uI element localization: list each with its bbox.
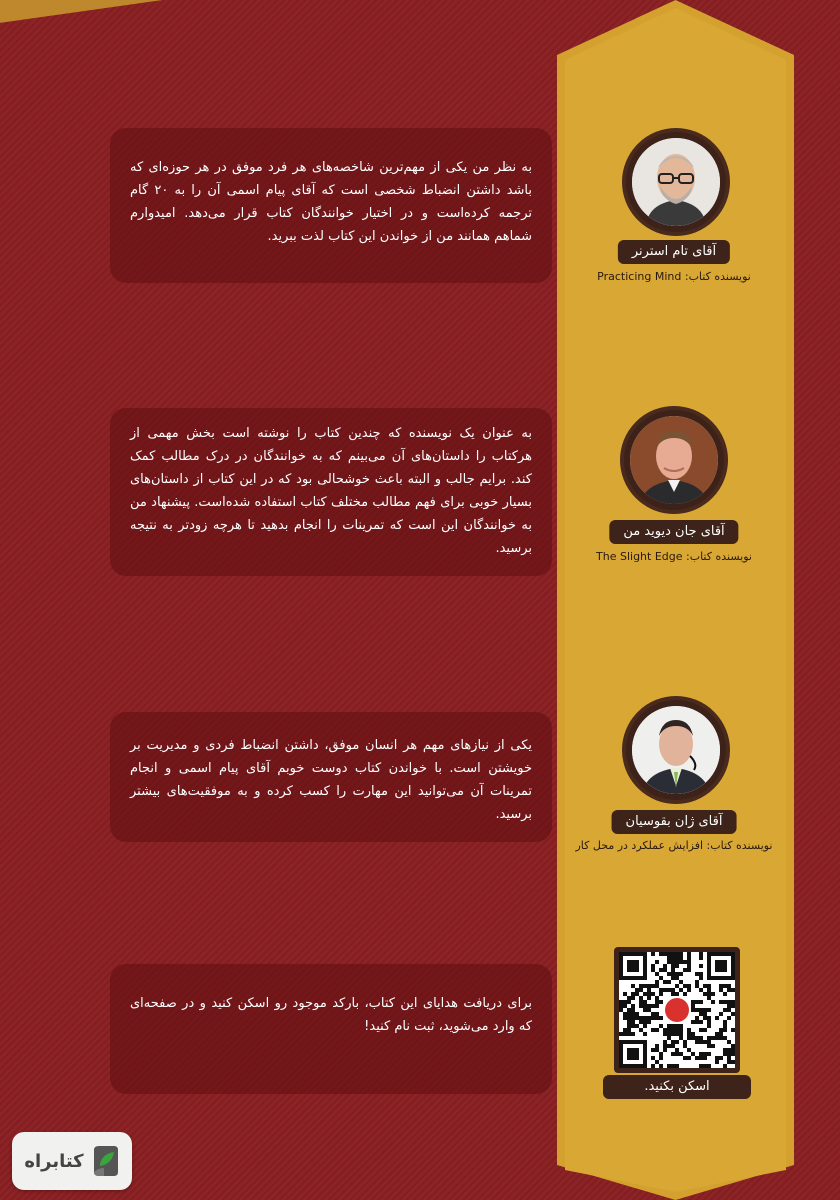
author-book-line-1 (597, 270, 751, 283)
gift-note (110, 964, 552, 1094)
author-book-prefix: نویسنده کتاب: (706, 839, 773, 852)
corner-stripe (0, 0, 222, 28)
author-book-title: افزایش عملکرد در محل کار (575, 839, 704, 852)
gift-text: برای دریافت هدایای این کتاب، بارکد موجود رو اسکن کنید و در صفحه‌ای که وارد می‌شوید، ثبت نام کنید! (130, 996, 532, 1034)
author-book-prefix: نویسنده کتاب: (684, 270, 751, 283)
ketabrah-logo (12, 1132, 132, 1190)
author-book-line-3 (575, 839, 772, 852)
portrait-1 (632, 138, 720, 226)
author-name-badge-2: آقای جان دیوید من (609, 520, 738, 544)
author-book-prefix: نویسنده کتاب: (686, 550, 752, 563)
author-book-title: Practicing Mind (597, 270, 682, 283)
author-book-line-2 (596, 550, 752, 563)
testimonial-quote-1 (110, 128, 552, 283)
portrait-2 (630, 416, 718, 504)
portrait-frame-2 (620, 406, 728, 514)
quote-text: به عنوان یک نویسنده که چندین کتاب را نوشته است بخش مهمی از هرکتاب را داستان‌های آن می‌بینم که به خوانندگان در درک مطالب کمک کند. برایم جالب و البته باعث خوشحالی بود که در این کتاب از داستان‌های بسیار خوبی برای فهم مطالب مختلف کتاب استفاده شده‌است. پیشنهاد من به خوانندگان این است که تمرینات را انجام بدهید تا هرچه زودتر به نتیجه برسید. (130, 426, 532, 556)
book-leaf-icon (90, 1144, 120, 1178)
quote-text: یکی از نیازهای مهم هر انسان موفق، داشتن انضباط فردی و مدیریت بر خویشتن است. با خواندن کتاب دوست خوبم آقای پیام اسمی و انجام تمرینات آن می‌توانید این مهارت را کسب کرده و به موفقیت‌های بیشتر برسید. (130, 738, 532, 822)
testimonial-quote-3 (110, 712, 552, 842)
portrait-frame-3 (622, 696, 730, 804)
portrait-frame-1 (622, 128, 730, 236)
qr-code[interactable] (614, 947, 740, 1073)
qr-code-icon (619, 952, 735, 1068)
author-name-badge-1: آقای تام استرنر (618, 240, 730, 264)
logo-text: کتابراه (24, 1150, 84, 1172)
scan-label: اسکن بکنید. (603, 1075, 751, 1099)
author-book-title: The Slight Edge (596, 550, 683, 563)
testimonial-quote-2 (110, 408, 552, 576)
portrait-3 (632, 706, 720, 794)
quote-text: به نظر من یکی از مهم‌ترین شاخصه‌های هر فرد موفق در هر حوزه‌ای که باشد داشتن انضباط شخصی است که آقای پیام اسمی آن را به ۲۰ گام ترجمه کرده‌است و در اختیار خوانندگان کتاب قرار می‌دهد. امیدوارم شماهم همانند من از خواندن این کتاب لذت ببرید. (130, 160, 532, 244)
author-name-badge-3: آقای ژان بقوسیان (612, 810, 737, 834)
